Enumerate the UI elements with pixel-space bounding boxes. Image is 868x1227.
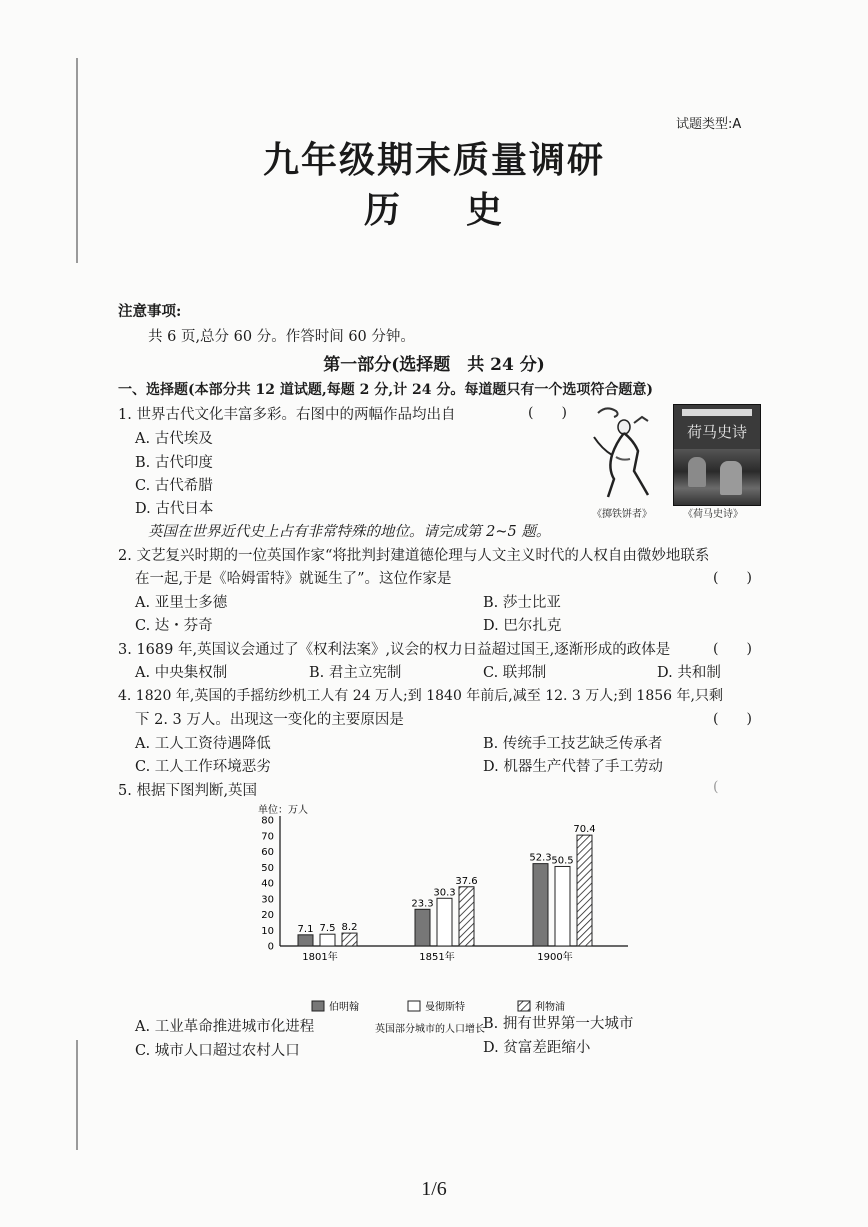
bar-3-2 xyxy=(459,887,474,946)
y-tick-label: 10 xyxy=(261,925,274,937)
q2-answer-paren: ( ) xyxy=(713,570,752,586)
q5-option-d: D. 贫富差距缩小 xyxy=(483,1040,591,1056)
q1-option-c: C. 古代希腊 xyxy=(135,478,213,494)
chart-title: 英国部分城市的人口增长 xyxy=(375,1024,485,1035)
legend-swatch-1 xyxy=(312,1001,324,1011)
y-tick-label: 50 xyxy=(261,862,274,874)
q1-option-a: A. 古代埃及 xyxy=(135,431,213,447)
q2-option-b: B. 莎士比亚 xyxy=(483,595,561,611)
q5-stem: 5. 根据下图判断,英国 xyxy=(118,783,258,799)
bar-2-1 xyxy=(320,934,335,946)
q2-stem-line1: 2. 文艺复兴时期的一位英国作家“将批判封建道德伦理与人文主义时代的人权自由微妙地联系 xyxy=(118,548,710,564)
q5-option-c: C. 城市人口超过农村人口 xyxy=(135,1043,300,1059)
legend-label-2: 曼彻斯特 xyxy=(425,1002,465,1013)
y-tick-label: 60 xyxy=(261,847,274,858)
q3-option-d: D. 共和制 xyxy=(657,665,721,681)
bar-2-3 xyxy=(555,866,570,946)
y-tick-label: 30 xyxy=(261,894,274,906)
bar-2-2 xyxy=(437,898,452,946)
bar-value-label: 52.3 xyxy=(529,852,552,864)
homer-caption: 《荷马史诗》 xyxy=(683,509,743,520)
y-tick-label: 70 xyxy=(261,831,274,843)
intro-q2-5: 英国在世界近代史上占有非常特殊的地位。请完成第 2~5 题。 xyxy=(148,524,551,540)
bar-value-label: 7.5 xyxy=(319,923,336,935)
notice-text: 共 6 页,总分 60 分。作答时间 60 分钟。 xyxy=(148,329,415,345)
x-category-label: 1851年 xyxy=(419,952,455,963)
bar-value-label: 23.3 xyxy=(411,898,434,910)
legend-label-1: 伯明翰 xyxy=(329,1002,359,1013)
subject-title xyxy=(0,182,868,233)
legend-swatch-2 xyxy=(408,1001,420,1011)
population-bar-chart xyxy=(250,800,640,1040)
y-tick-label: 0 xyxy=(267,941,274,953)
binding-line-bottom xyxy=(76,1040,78,1150)
q3-option-c: C. 联邦制 xyxy=(483,665,547,681)
legend-label-3: 利物浦 xyxy=(535,1002,565,1013)
bar-1-2 xyxy=(415,909,430,946)
section-heading: 一、选择题(本部分共 12 道试题,每题 2 分,计 24 分。每道题只有一个选项符合题意) xyxy=(118,382,653,398)
discobolus-image xyxy=(584,403,656,503)
q4-answer-paren: ( ) xyxy=(713,711,752,727)
bar-value-label: 7.1 xyxy=(297,923,314,935)
page-number: 1/6 xyxy=(421,1178,447,1200)
q4-option-c: C. 工人工作环境恶劣 xyxy=(135,759,271,775)
bar-value-label: 50.5 xyxy=(551,855,574,867)
bar-value-label: 30.3 xyxy=(433,887,456,899)
q5-option-a: A. 工业革命推进城市化进程 xyxy=(135,1019,315,1035)
bar-1-3 xyxy=(533,864,548,946)
discobolus-caption: 《掷铁饼者》 xyxy=(592,509,652,520)
q4-stem-line1: 4. 1820 年,英国的手摇纺纱机工人有 24 万人;到 1840 年前后,减至 12. 3 万人;到 1856 年,只剩 xyxy=(118,688,723,704)
q3-option-b: B. 君主立宪制 xyxy=(309,665,402,681)
q1-stem: 1. 世界古代文化丰富多彩。右图中的两幅作品均出自 xyxy=(118,407,456,423)
paper-type: 试题类型:A xyxy=(676,117,742,132)
q5-answer-paren: ( xyxy=(713,779,719,795)
q2-option-d: D. 巴尔扎克 xyxy=(483,618,562,634)
bar-3-3 xyxy=(577,835,592,946)
q3-option-a: A. 中央集权制 xyxy=(135,665,228,681)
book-cover-title: 荷马史诗 xyxy=(686,423,747,441)
q5-option-b: B. 拥有世界第一大城市 xyxy=(483,1016,634,1032)
q1-option-b: B. 古代印度 xyxy=(135,455,213,471)
q2-option-a: A. 亚里士多德 xyxy=(135,595,228,611)
legend-swatch-3 xyxy=(518,1001,530,1011)
q3-answer-paren: ( ) xyxy=(713,641,752,657)
x-category-label: 1801年 xyxy=(302,952,338,963)
bar-3-1 xyxy=(342,933,357,946)
bar-value-label: 37.6 xyxy=(455,875,478,887)
q2-stem-line2: 在一起,于是《哈姆雷特》就诞生了”。这位作家是 xyxy=(135,571,452,587)
exam-title: 九年级期末质量调研 xyxy=(262,139,605,181)
q4-option-d: D. 机器生产代替了手工劳动 xyxy=(483,759,663,775)
x-category-label: 1900年 xyxy=(537,952,573,963)
bar-value-label: 70.4 xyxy=(573,824,596,836)
y-tick-label: 20 xyxy=(261,910,274,921)
q4-stem-line2: 下 2. 3 万人。出现这一变化的主要原因是 xyxy=(135,712,404,728)
q3-stem: 3. 1689 年,英国议会通过了《权利法案》,议会的权力日益超过国王,逐渐形成的政体是 xyxy=(118,642,671,658)
q2-option-c: C. 达・芬奇 xyxy=(135,618,213,634)
homer-book-cover xyxy=(673,404,761,506)
part1-heading: 第一部分(选择题 共 24 分) xyxy=(323,355,545,375)
chart-ylabel: 单位：万人 xyxy=(258,805,308,816)
q1-answer-paren: ( ) xyxy=(528,405,567,421)
y-tick-label: 40 xyxy=(261,878,274,890)
q4-option-b: B. 传统手工技艺缺乏传承者 xyxy=(483,736,663,752)
q4-option-a: A. 工人工资待遇降低 xyxy=(135,736,271,752)
y-tick-label: 80 xyxy=(261,815,274,827)
notice-heading: 注意事项: xyxy=(118,303,182,320)
bar-value-label: 8.2 xyxy=(341,922,358,934)
q1-option-d: D. 古代日本 xyxy=(135,501,214,517)
subject-char-1: 历 xyxy=(363,189,402,231)
bar-1-1 xyxy=(298,935,313,946)
subject-char-2: 史 xyxy=(466,189,505,231)
